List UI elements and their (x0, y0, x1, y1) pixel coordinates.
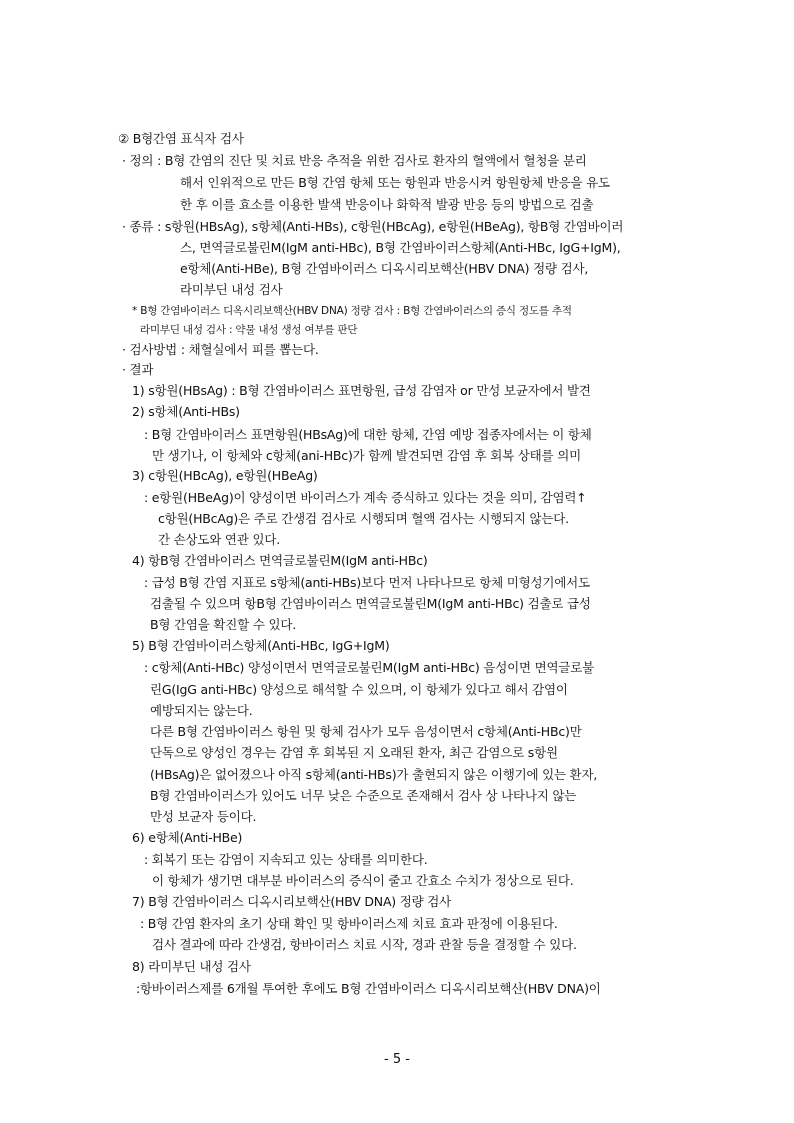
text-line: · 검사방법 : 채혈실에서 피를 뽑는다. (122, 342, 319, 357)
text-line: 7) B형 간염바이러스 디옥시리보핵산(HBV DNA) 정량 검사 (132, 894, 452, 909)
text-line: 8) 라미부딘 내성 검사 (132, 959, 251, 974)
text-line: c항원(HBcAg)은 주로 간생검 검사로 시행되며 혈액 검사는 시행되지 않는다. (158, 511, 569, 526)
text-line: 2) s항체(Anti-HBs) (132, 404, 240, 419)
text-line: 이 항체가 생기면 대부분 바이러스의 증식이 줄고 간효소 수치가 정상으로 된다. (152, 873, 574, 888)
text-line: 만 생기나, 이 항체와 c항체(ani-HBc)가 함께 발견되면 감염 후 회복 상태를 의미 (152, 448, 581, 463)
text-line: 예방되지는 않는다. (150, 703, 253, 718)
text-line: 해서 인위적으로 만든 B형 간염 항체 또는 항원과 반응시켜 항원항체 반응을 유도 (180, 175, 610, 190)
text-line: 다른 B형 간염바이러스 항원 및 항체 검사가 모두 음성이면서 c항체(Anti-HBc)만 (150, 724, 582, 739)
text-line: 검출될 수 있으며 항B형 간염바이러스 면역글로불린M(IgM anti-HBc) 검출로 급성 (150, 596, 591, 611)
text-line: : B형 간염바이러스 표면항원(HBsAg)에 대한 항체, 간염 예방 접종자에서는 이 항체 (144, 427, 592, 442)
text-line: · 결과 (122, 362, 154, 377)
text-line: B형 간염바이러스가 있어도 너무 낮은 수준으로 존재해서 검사 상 나타나지 않는 (150, 788, 577, 803)
text-line: 6) e항체(Anti-HBe) (132, 830, 243, 845)
text-line: (HBsAg)은 없어졌으나 아직 s항체(anti-HBs)가 출현되지 않은 이행기에 있는 환자, (150, 767, 598, 782)
text-line: : e항원(HBeAg)이 양성이면 바이러스가 계속 증식하고 있다는 것을 의미, 감염력↑ (144, 490, 587, 505)
text-line: :항바이러스제를 6개월 투여한 후에도 B형 간염바이러스 디옥시리보핵산(HBV DNA)이 (136, 981, 601, 996)
text-line: 간 손상도와 연관 있다. (158, 532, 280, 547)
text-line: 만성 보균자 등이다. (150, 809, 257, 824)
text-line: 라미부딘 내성 검사 (180, 282, 283, 297)
section-heading: ② B형간염 표식자 검사 (118, 131, 244, 146)
text-line: : c항체(Anti-HBc) 양성이면서 면역글로불린M(IgM anti-HBc) 음성이면 면역글로불 (144, 660, 594, 675)
text-line: · 정의 : B형 간염의 진단 및 치료 반응 추적을 위한 검사로 환자의 혈액에서 혈청을 분리 (122, 153, 587, 168)
text-line: : 급성 B형 간염 지표로 s항체(anti-HBs)보다 먼저 나타나므로 항체 미형성기에서도 (144, 575, 590, 590)
text-line: · 종류 : s항원(HBsAg), s항체(Anti-HBs), c항원(HBcAg), e항원(HBeAg), 항B형 간염바이러 (122, 219, 624, 234)
text-line: 단독으로 양성인 경우는 감염 후 회복된 지 오래된 환자, 최근 감염으로 s항원 (150, 745, 558, 760)
text-line: 검사 결과에 따라 간생검, 항바이러스 치료 시작, 경과 관찰 등을 결정할 수 있다. (152, 937, 577, 952)
text-line: B형 간염을 확진할 수 있다. (150, 617, 296, 632)
text-line: 스, 면역글로불린M(IgM anti-HBc), B형 간염바이러스항체(Anti-HBc, IgG+IgM), (180, 240, 621, 255)
text-line: 5) B형 간염바이러스항체(Anti-HBc, IgG+IgM) (132, 638, 390, 653)
text-line: 린G(IgG anti-HBc) 양성으로 해석할 수 있으며, 이 항체가 있다고 해서 감염이 (150, 682, 568, 697)
text-line: 3) c항원(HBcAg), e항원(HBeAg) (132, 468, 318, 483)
footnote-line: 라미부딘 내성 검사 : 약물 내성 생성 여부를 판단 (140, 324, 358, 336)
page-number: - 5 - (384, 1052, 410, 1067)
footnote-line: * B형 간염바이러스 디옥시리보핵산(HBV DNA) 정량 검사 : B형 간염바이러스의 증식 정도를 추적 (132, 305, 572, 317)
text-line: e항체(Anti-HBe), B형 간염바이러스 디옥시리보핵산(HBV DNA) 정량 검사, (180, 261, 589, 276)
text-line: 한 후 이를 효소를 이용한 발색 반응이나 화학적 발광 반응 등의 방법으로 검출 (180, 197, 594, 212)
text-line: 4) 항B형 간염바이러스 면역글로불린M(IgM anti-HBc) (132, 553, 428, 568)
text-line: 1) s항원(HBsAg) : B형 간염바이러스 표면항원, 급성 감염자 or 만성 보균자에서 발견 (132, 383, 591, 398)
text-line: : B형 간염 환자의 초기 상태 확인 및 항바이러스제 치료 효과 판정에 이용된다. (140, 916, 558, 931)
text-line: : 회복기 또는 감염이 지속되고 있는 상태를 의미한다. (144, 852, 428, 867)
